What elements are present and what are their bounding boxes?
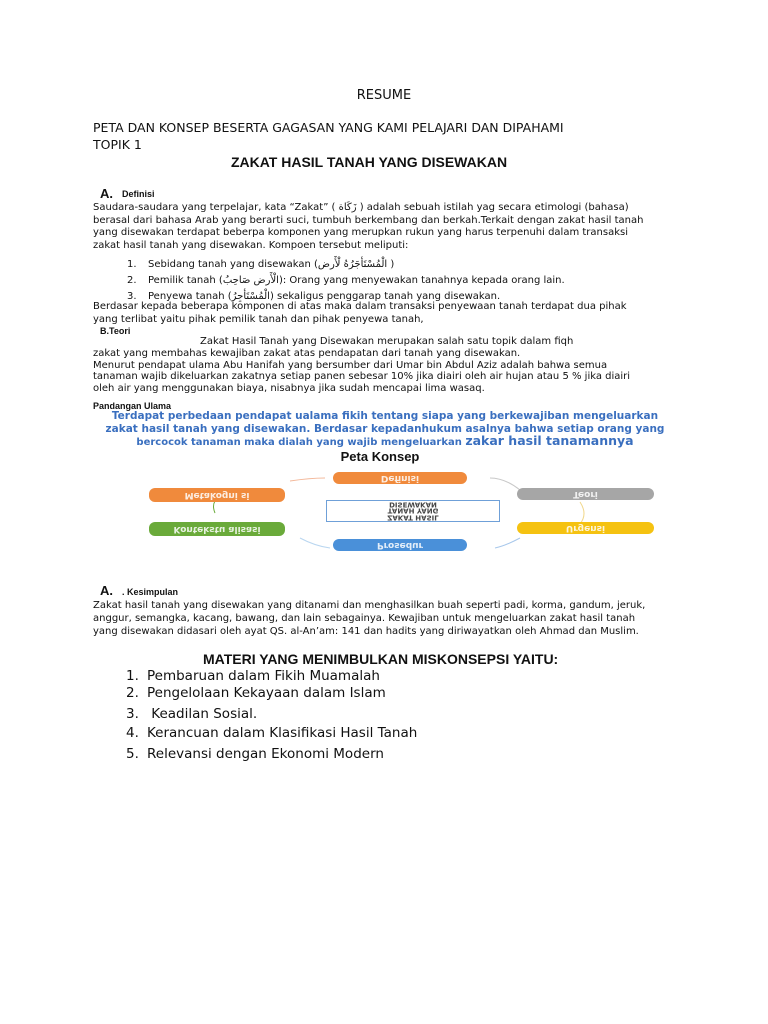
paragraph-line: Menurut pendapat ulama Abu Hanifah yang bersumber dari Umar bin Abdul Aziz adalah bahwa semua — [93, 359, 608, 371]
kesimpulan-label: . Kesimpulan — [122, 587, 179, 597]
quote-line: Terdapat perbedaan pendapat ualama fikih tentang siapa yang berkewajiban mengeluarkan — [111, 410, 659, 422]
subtitle: PETA DAN KONSEP BESERTA GAGASAN YANG KAMI PELAJARI DAN DIPAHAMI — [93, 120, 564, 135]
list-item: 3. Keadilan Sosial. — [126, 706, 258, 722]
pandangan-label: Pandangan Ulama — [93, 401, 172, 411]
component-list — [127, 257, 565, 305]
list-item: 3. Penyewa tanah (الْمُسْتَأجِرُ) sekaligus penggarap tanah yang disewakan. — [127, 291, 501, 302]
list-item: 2. Pemilik tanah (الْأَرض صَاحِبُ): Orang yang menyewakan tanahnya kepada orang lain. — [127, 275, 565, 286]
berdasar-paragraph — [93, 301, 678, 326]
peta-title: Peta Konsep — [340, 449, 420, 464]
teori-line: Zakat Hasil Tanah yang Disewakan merupakan salah satu topik dalam fiqh — [200, 336, 574, 347]
definisi-paragraph — [93, 202, 678, 252]
node-prosedur: Prosedur — [333, 539, 467, 551]
definisi-line: berasal dari bahasa Arab yang berarti suci, tumbuh berkembang dan berkah.Terkait dengan zakat hasil tanah — [93, 214, 644, 226]
document-title: RESUME — [356, 88, 412, 103]
paragraph-line: zakat yang membahas kewajiban zakat atas pendapatan dari tanah yang disewakan. — [93, 348, 521, 359]
definisi-line: yang disewakan terdapat beberpa komponen yang merupkan rukun yang harus terpenuhi dalam transaksi — [93, 227, 628, 238]
node-definisi: Definisi — [333, 472, 467, 484]
pandangan-quote — [80, 410, 690, 450]
list-item: 1. Sebidang tanah yang disewakan (الْمُسْتَأجَرُهُ لْأَرض ) — [127, 259, 395, 270]
paragraph-line: tanaman wajib dikeluarkan zakatnya setiap panen sebesar 10% jika diairi oleh air hujan atau 5 % jika diairi — [93, 371, 631, 382]
main-heading: ZAKAT HASIL TANAH YANG DISEWAKAN — [230, 154, 508, 170]
materi-heading: MATERI YANG MENIMBULKAN MISKONSEPSI YAITU: — [203, 651, 559, 667]
section-a-label: Definisi — [122, 189, 155, 199]
definisi-line: zakat hasil tanah yang disewakan. Kompoen tersebut meliputi: — [93, 239, 409, 251]
section-a-letter: A. — [100, 186, 113, 201]
kesimpulan-letter: A. — [100, 583, 113, 598]
paragraph-line: yang disewakan didasari oleh ayat QS. al-An’am: 141 dan hadits yang diriwayatkan oleh Ahmad dan Muslim. — [93, 626, 639, 637]
paragraph-line: Zakat hasil tanah yang disewakan yang ditanami dan menghasilkan buah seperti padi, korma, gandum, jeruk, — [93, 600, 646, 611]
list-item: 5. Relevansi dengan Ekonomi Modern — [126, 746, 384, 762]
quote-line: bercocok tanaman maka dialah yang wajib mengeluarkan zakar hasil tanamannya — [136, 433, 634, 448]
materi-list — [126, 668, 417, 765]
node-metakognisi: Metakogni si — [149, 488, 285, 502]
paragraph-line: yang terlibat yaitu pihak pemilik tanah dan pihak penyewa tanah, — [93, 313, 424, 325]
section-b-label: B.Teori — [100, 326, 131, 336]
paragraph-line: anggur, semangka, kacang, bawang, dan lain sebagainya. Kewajiban untuk mengeluarkan zakat hasil tanah — [93, 613, 636, 624]
node-teori: Teori — [517, 488, 654, 500]
definisi-line: Saudara-saudara yang terpelajar, kata “Zakat” ( زَكَاة ) adalah sebuah istilah yag secara etimologi (bahasa) — [93, 202, 629, 213]
paragraph-line: oleh air yang menggunakan biaya, nisabnya jika sudah mencapai lima wasaq. — [93, 382, 485, 394]
kesimpulan-paragraph — [93, 599, 674, 638]
teori-paragraph — [93, 348, 678, 394]
list-item: 4. Kerancuan dalam Klasifikasi Hasil Tanah — [126, 725, 418, 741]
paragraph-line: Berdasar kepada beberapa komponen di atas maka dalam transaksi penyewaan tanah terdapat dua pihak — [93, 301, 627, 312]
topic-label: TOPIK 1 — [93, 137, 142, 152]
list-item: 2. Pengelolaan Kekayaan dalam Islam — [126, 685, 386, 701]
node-urgensi: Urgensi — [517, 522, 654, 534]
quote-line: zakat hasil tanah yang disewakan. Berdasar kepadanhukum asalnya bahwa setiap orang yang — [105, 422, 665, 435]
node-center: ZAKAT HASIL TANAH YANG DISEWAKAN — [326, 500, 500, 522]
node-kontekstualisasi: Kontekstu alisasi — [149, 522, 285, 536]
list-item: 1. Pembaruan dalam Fikih Muamalah — [126, 668, 380, 684]
